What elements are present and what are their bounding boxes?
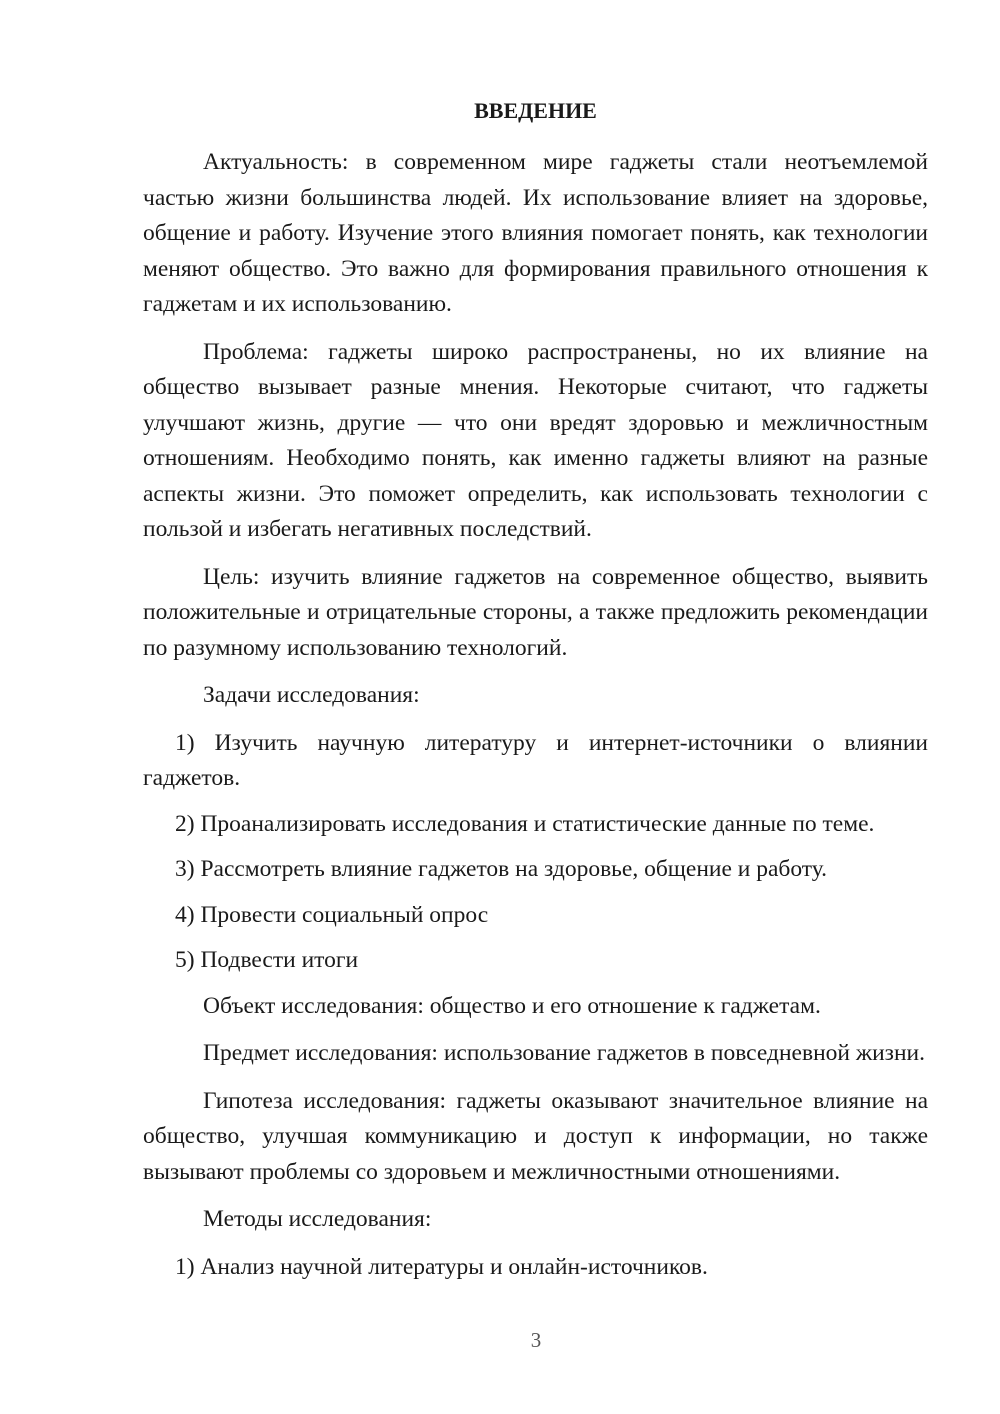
- task-item: 4) Провести социальный опрос: [175, 901, 489, 928]
- tasks-heading: Задачи исследования:: [203, 682, 420, 708]
- method-item: 1) Анализ научной литературы и онлайн-источников.: [175, 1253, 708, 1280]
- task-item: 3) Рассмотреть влияние гаджетов на здоровье, общение и работу.: [175, 856, 828, 882]
- object-paragraph: Объект исследования: общество и его отношение к гаджетам.: [203, 992, 821, 1019]
- problem-paragraph: Проблема: гаджеты широко распространены, но их влияние на общество вызывает разные мнения. Некоторые считают, что гаджеты улучшают жизнь, другие — что они вредят здоровью и межличностным отношениям. Необходимо понять, как именно гаджеты влияют на разные аспекты жизни. Это поможет определить, как использовать технологии с пользой и избегать негативных последствий.: [143, 338, 928, 542]
- task-item: 5) Подвести итоги: [175, 947, 359, 973]
- goal-paragraph: Цель: изучить влияние гаджетов на современное общество, выявить положительные и отрицательные стороны, а также предложить рекомендации по разумному использованию технологий.: [143, 563, 928, 661]
- page-number: 3: [530, 1328, 542, 1352]
- relevance-paragraph: Актуальность: в современном мире гаджеты стали неотъемлемой частью жизни большинства людей. Их использование влияет на здоровье, общение и работу. Изучение этого влияния помогает понять, как технологии меняют общество. Это важно для формирования правильного отношения к гаджетам и их использованию.: [143, 149, 928, 317]
- methods-heading: Методы исследования:: [203, 1206, 432, 1232]
- page-content: [143, 95, 928, 1295]
- task-item: 1) Изучить научную литературу и интернет-источники о влиянии гаджетов.: [143, 729, 928, 791]
- subject-paragraph: Предмет исследования: использование гаджетов в повседневной жизни.: [203, 1040, 925, 1066]
- hypothesis-paragraph: Гипотеза исследования: гаджеты оказывают значительное влияние на общество, улучшая коммуникацию и доступ к информации, но также вызывают проблемы со здоровьем и межличностными отношениями.: [143, 1087, 928, 1185]
- task-item: 2) Проанализировать исследования и статистические данные по теме.: [175, 810, 875, 837]
- section-title: ВВЕДЕНИЕ: [474, 98, 597, 123]
